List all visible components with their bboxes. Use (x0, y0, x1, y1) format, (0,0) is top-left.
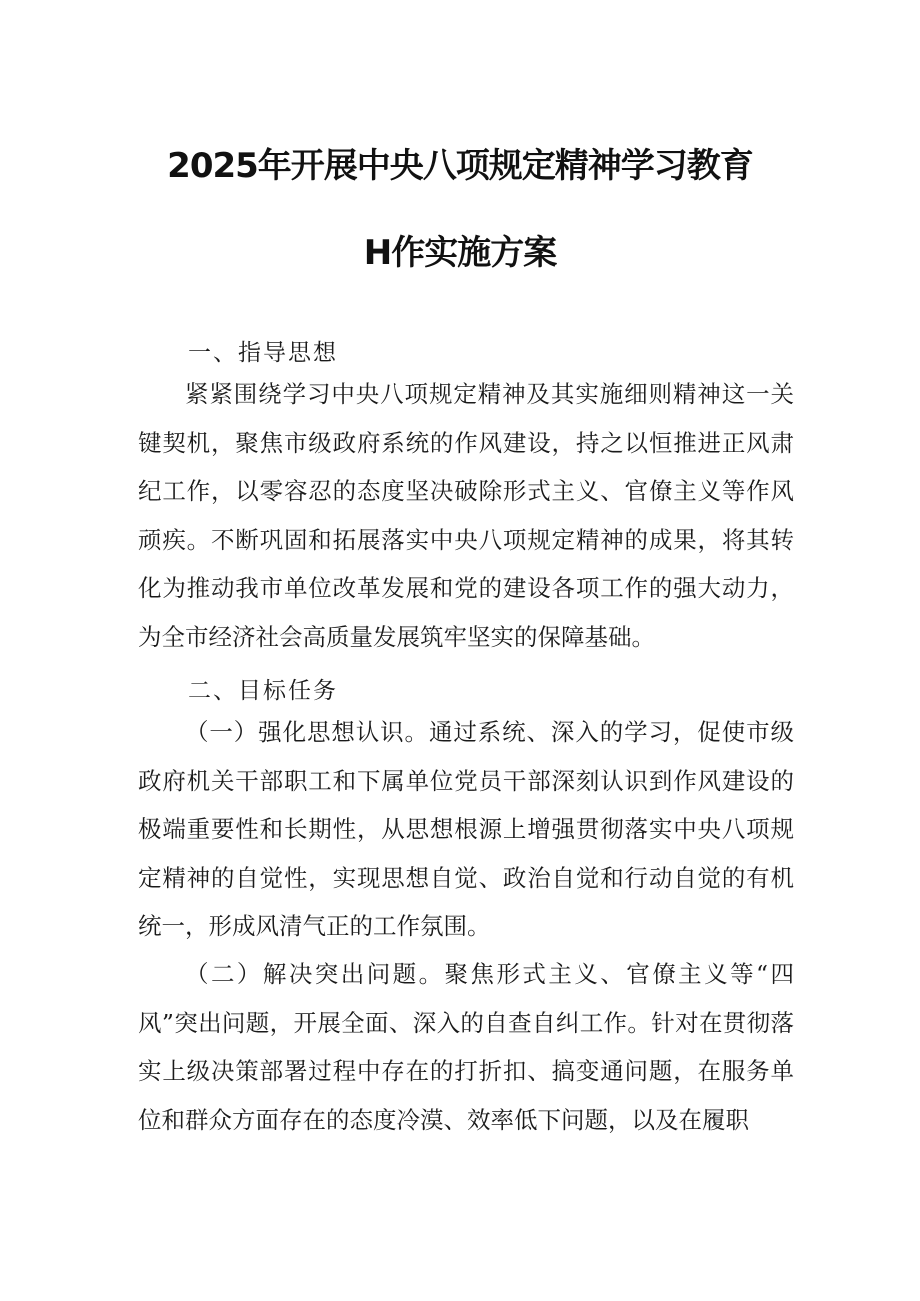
section-heading-guiding-ideology: 一、指导思想 (188, 340, 338, 366)
section-heading-goals-tasks: 二、目标任务 (188, 678, 338, 704)
paragraph-guiding-ideology: 紧紧围绕学习中央八项规定精神及其实施细则精神这一关键契机，聚焦市级政府系统的作风建设，持之以恒推进正风肃纪工作，以零容忍的态度坚决破除形式主义、官僚主义等作风顽疾。不断巩固和拓展落实中央八项规定精神的成果，将其转化为推动我市单位改革发展和党的建设各项工作的强大动力，为全市经济社会高质量发展筑牢坚实的保障基础。 (138, 380, 794, 651)
document-title-line-1: 2025年开展中央八项规定精神学习教育 (167, 146, 753, 186)
paragraph-solve-problems: （二）解决突出问题。聚焦形式主义、官僚主义等“四风”突出问题，开展全面、深入的自查自纠工作。针对在贯彻落实上级决策部署过程中存在的打折扣、搞变通问题，在服务单位和群众方面存在的态度冷漠、效率低下问题，以及在履职 (138, 960, 794, 1134)
paragraph-strengthen-awareness: （一）强化思想认识。通过系统、深入的学习，促使市级政府机关干部职工和下属单位党员干部深刻认识到作风建设的极端重要性和长期性，从思想根源上增强贯彻落实中央八项规定精神的自觉性，实现思想自觉、政治自觉和行动自觉的有机统一，形成风清气正的工作氛围。 (138, 718, 794, 940)
document-title-line-2: H作实施方案 (363, 233, 557, 273)
